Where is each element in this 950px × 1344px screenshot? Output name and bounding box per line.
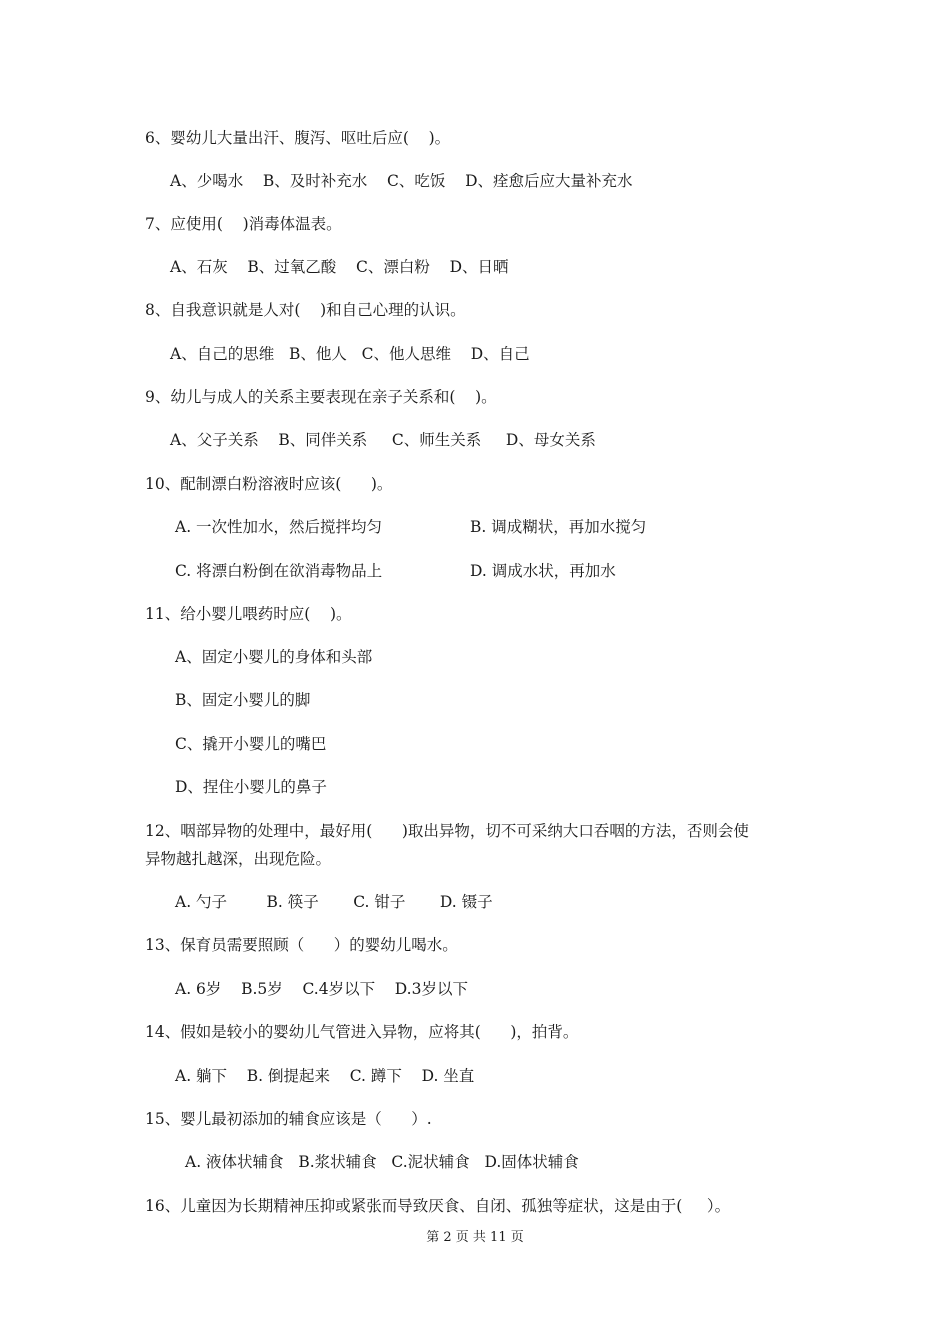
question-10-option-d: D. 调成水状，再加水 — [470, 562, 616, 580]
question-11-option-d: D、捏住小婴儿的鼻子 — [175, 778, 327, 796]
question-15-stem: 15、婴儿最初添加的辅食应该是（ ）. — [145, 1110, 432, 1128]
question-7-stem: 7、应使用( )消毒体温表。 — [145, 215, 342, 233]
question-12-stem-line-2: 异物越扎越深，出现危险。 — [145, 850, 332, 868]
question-14-stem: 14、假如是较小的婴幼儿气管进入异物，应将其( )，拍背。 — [145, 1023, 579, 1041]
page-footer: 第 2 页 共 11 页 — [426, 1230, 524, 1245]
question-8-options: A、自己的思维 B、他人 C、他人思维 D、自己 — [170, 345, 530, 363]
question-12-options: A. 勺子 B. 筷子 C. 钳子 D. 镊子 — [175, 893, 493, 911]
question-15-options: A. 液体状辅食 B.浆状辅食 C.泥状辅食 D.固体状辅食 — [185, 1153, 579, 1171]
question-6-options: A、少喝水 B、及时补充水 C、吃饭 D、痊愈后应大量补充水 — [170, 172, 633, 190]
question-8-stem: 8、自我意识就是人对( )和自己心理的认识。 — [145, 301, 466, 319]
question-11-stem: 11、给小婴儿喂药时应( )。 — [145, 605, 352, 623]
question-10-stem: 10、配制漂白粉溶液时应该( )。 — [145, 475, 393, 493]
question-16-stem: 16、儿童因为长期精神压抑或紧张而导致厌食、自闭、孤独等症状，这是由于( ）。 — [145, 1197, 731, 1215]
question-6-stem: 6、婴幼儿大量出汗、腹泻、呕吐后应( )。 — [145, 129, 451, 147]
question-12-stem-line-1: 12、咽部异物的处理中，最好用( )取出异物，切不可采纳大口吞咽的方法，否则会使 — [145, 822, 749, 840]
question-9-options: A、父子关系 B、同伴关系 C、师生关系 D、母女关系 — [170, 431, 596, 449]
question-11-option-c: C、撬开小婴儿的嘴巴 — [175, 735, 327, 753]
question-10-option-a: A. 一次性加水，然后搅拌均匀 — [175, 518, 383, 536]
question-10-option-c: C. 将漂白粉倒在欲消毒物品上 — [175, 562, 383, 580]
question-14-options: A. 躺下 B. 倒提起来 C. 蹲下 D. 坐直 — [175, 1067, 475, 1085]
question-11-option-a: A、固定小婴儿的身体和头部 — [175, 648, 373, 666]
question-9-stem: 9、幼儿与成人的关系主要表现在亲子关系和( )。 — [145, 388, 497, 406]
question-10-option-b: B. 调成糊状，再加水搅匀 — [470, 518, 647, 536]
question-7-options: A、石灰 B、过氧乙酸 C、漂白粉 D、日晒 — [170, 258, 509, 276]
question-13-options: A. 6岁 B.5岁 C.4岁以下 D.3岁以下 — [175, 980, 468, 998]
question-11-option-b: B、固定小婴儿的脚 — [175, 691, 311, 709]
question-13-stem: 13、保育员需要照顾（ ）的婴幼儿喝水。 — [145, 936, 458, 954]
